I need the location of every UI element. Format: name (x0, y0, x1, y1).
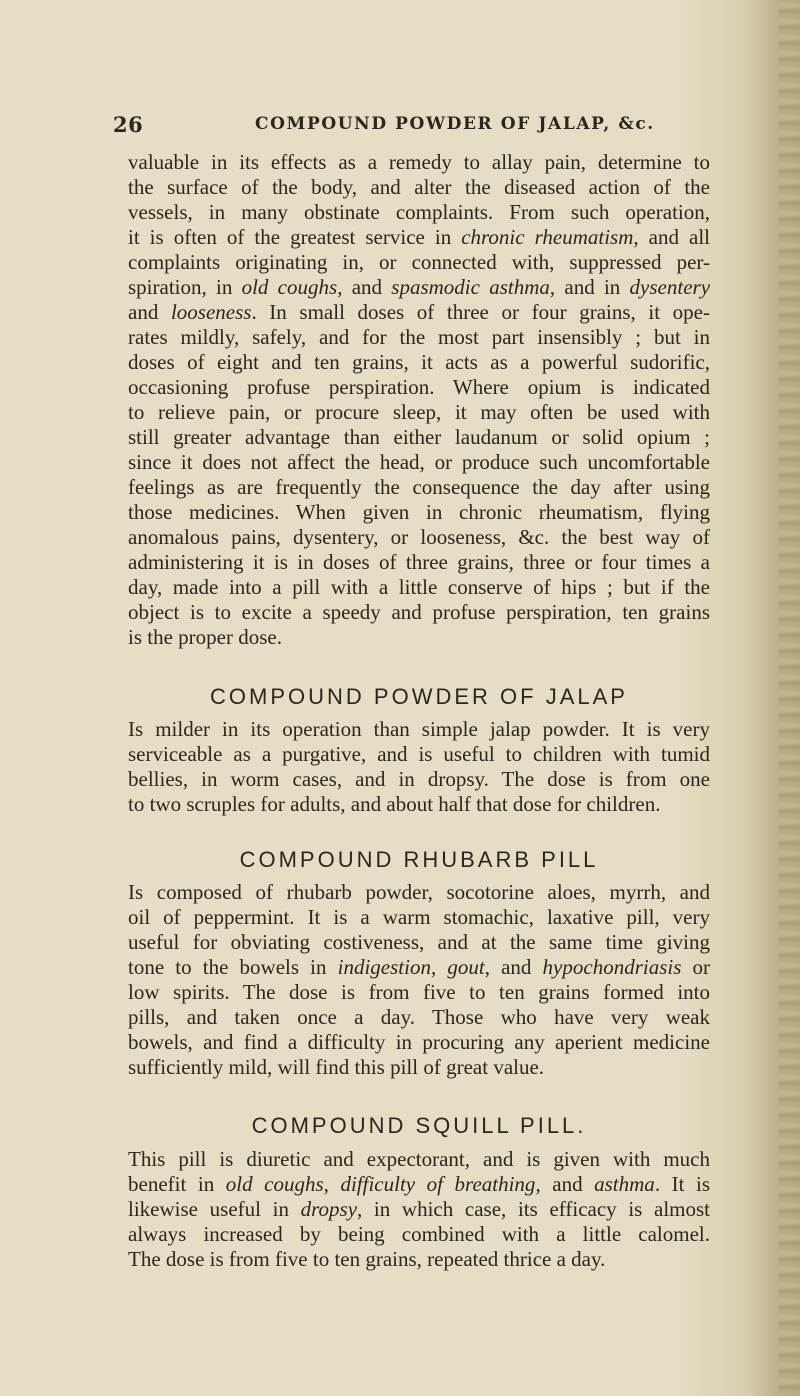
heading-compound-rhubarb-pill: COMPOUND RHUBARB PILL (239, 847, 599, 872)
text-line (128, 767, 710, 792)
text-line (128, 1247, 710, 1272)
text-line (128, 375, 710, 400)
text-run: Is milder in its operation than simple jalap powder. It is very (128, 717, 710, 741)
text-run: serviceable as a purgative, and is useful to children with tumid (128, 742, 710, 766)
text-line (128, 600, 710, 625)
text-run: The dose is from five to ten grains, repeated thrice a day. (128, 1247, 606, 1271)
text-line (128, 525, 710, 550)
page-edge-shadow (778, 0, 800, 1396)
text-line (128, 1030, 710, 1055)
text-run: low spirits. The dose is from five to ten grains formed into (128, 980, 710, 1004)
text-run: day, made into a pill with a little conserve of hips ; but if the (128, 575, 710, 599)
text-run: , and (535, 1172, 595, 1196)
text-line (128, 400, 710, 425)
text-line (128, 905, 710, 930)
text-line (128, 325, 710, 350)
italic-term: dropsy (300, 1197, 358, 1221)
text-line (128, 300, 710, 325)
paragraph-compound-squill-pill (128, 1147, 710, 1272)
text-line (128, 955, 710, 980)
text-line (128, 717, 710, 742)
text-line (128, 450, 710, 475)
text-line (128, 1147, 710, 1172)
italic-term: indigestion (337, 955, 431, 979)
page-header (113, 112, 713, 142)
text-run: to two scruples for adults, and about half that dose for children. (128, 792, 661, 816)
text-run: or (681, 955, 710, 979)
italic-term: chronic rheumatism (461, 225, 634, 249)
text-run: bellies, in worm cases, and in dropsy. The dose is from one (128, 767, 710, 791)
text-run: feelings as are frequently the consequence the day after using (128, 475, 710, 499)
text-line (128, 1172, 710, 1197)
italic-term: looseness (170, 300, 252, 324)
text-line (128, 930, 710, 955)
heading-compound-powder-of-jalap: COMPOUND POWDER OF JALAP (210, 684, 628, 709)
text-run: pills, and taken once a day. Those who have very weak (128, 1005, 710, 1029)
text-run: always increased by being combined with a little calomel. (128, 1222, 710, 1246)
italic-term: gout (447, 955, 485, 979)
text-run: anomalous pains, dysentery, or looseness, &c. the best way of (128, 525, 710, 549)
text-run: , and (337, 275, 392, 299)
text-run: and (128, 300, 171, 324)
running-head: COMPOUND POWDER OF JALAP, &c. (255, 114, 655, 134)
text-run: likewise useful in (128, 1197, 301, 1221)
text-line (128, 1055, 710, 1080)
text-line (128, 175, 710, 200)
text-run: Is composed of rhubarb powder, socotorine aloes, myrrh, and (128, 880, 710, 904)
text-line (128, 350, 710, 375)
text-line (128, 250, 710, 275)
text-run: useful for obviating costiveness, and at the same time giving (128, 930, 710, 954)
text-run: the surface of the body, and alter the diseased action of the (128, 175, 710, 199)
text-run: doses of eight and ten grains, it acts as a powerful sudorific, (128, 350, 710, 374)
text-line (128, 500, 710, 525)
text-run: , in which case, its efficacy is almost (357, 1197, 711, 1221)
text-run: . It is (654, 1172, 711, 1196)
text-run: spiration, in (128, 275, 242, 299)
italic-term: old coughs (241, 275, 338, 299)
text-run: sufficiently mild, will find this pill of great value. (128, 1055, 545, 1079)
text-run: tone to the bowels in (128, 955, 338, 979)
text-line (128, 225, 710, 250)
text-run: complaints originating in, or connected with, suppressed per- (128, 250, 710, 274)
paragraph-compound-powder-of-jalap (128, 717, 710, 817)
text-run: administering it is in doses of three grains, three or four times a (128, 550, 710, 574)
text-run: benefit in (128, 1172, 226, 1196)
text-line (128, 575, 710, 600)
text-run: since it does not affect the head, or produce such uncomfortable (128, 450, 710, 474)
text-line (128, 742, 710, 767)
text-line (128, 625, 710, 650)
text-run: , and all (633, 225, 711, 249)
text-line (128, 275, 710, 300)
text-run: occasioning profuse perspiration. Where opium is indicated (128, 375, 710, 399)
text-run: This pill is diuretic and expectorant, and is given with much (128, 1147, 710, 1171)
intro-paragraph (128, 150, 710, 650)
text-line (128, 150, 710, 175)
text-run: , and (484, 955, 543, 979)
text-run: it is often of the greatest service in (128, 225, 462, 249)
text-run: , and in (549, 275, 630, 299)
italic-term: asthma (594, 1172, 655, 1196)
heading-compound-squill-pill: COMPOUND SQUILL PILL. (251, 1113, 587, 1138)
text-run: those medicines. When given in chronic rheumatism, flying (128, 500, 710, 524)
italic-term: old coughs (225, 1172, 324, 1196)
text-run: , (430, 955, 448, 979)
text-line (128, 1197, 710, 1222)
text-line (128, 550, 710, 575)
text-line (128, 880, 710, 905)
italic-term: spasmodic asthma (391, 275, 550, 299)
italic-term: dysentery (629, 275, 711, 299)
text-line (128, 792, 710, 817)
italic-term: difficulty of breathing (340, 1172, 536, 1196)
text-run: . In small doses of three or four grains, it ope- (251, 300, 710, 324)
text-line (128, 475, 710, 500)
text-run: to relieve pain, or procure sleep, it may often be used with (128, 400, 710, 424)
text-run: still greater advantage than either laudanum or solid opium ; (128, 425, 710, 449)
text-run: oil of peppermint. It is a warm stomachic, laxative pill, very (128, 905, 710, 929)
text-run: vessels, in many obstinate complaints. From such operation, (128, 200, 710, 224)
text-line (128, 200, 710, 225)
text-line (128, 425, 710, 450)
text-line (128, 980, 710, 1005)
text-run: rates mildly, safely, and for the most part insensibly ; but in (128, 325, 710, 349)
text-run: object is to excite a speedy and profuse perspiration, ten grains (128, 600, 710, 624)
text-run: is the proper dose. (128, 625, 282, 649)
text-run: bowels, and find a difficulty in procuring any aperient medicine (128, 1030, 710, 1054)
italic-term: hypochondriasis (542, 955, 682, 979)
page-number: 26 (113, 112, 144, 137)
text-run: valuable in its effects as a remedy to allay pain, determine to (128, 150, 710, 174)
paragraph-compound-rhubarb-pill (128, 880, 710, 1080)
text-line (128, 1222, 710, 1247)
text-run: , (323, 1172, 341, 1196)
text-line (128, 1005, 710, 1030)
